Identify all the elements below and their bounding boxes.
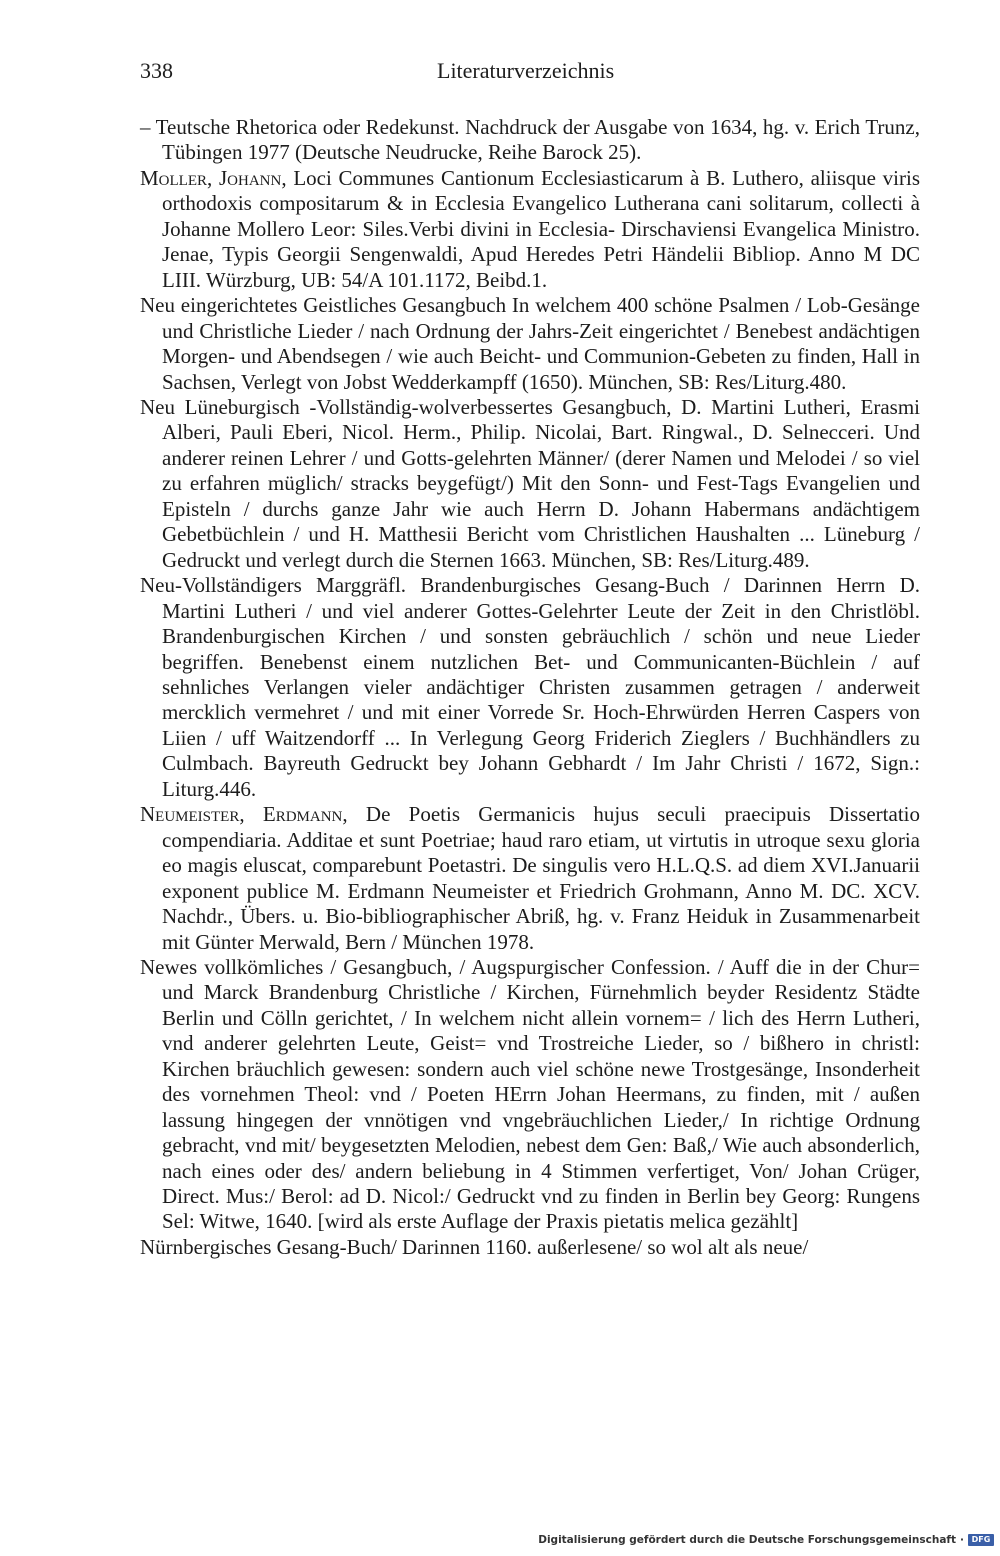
entry-text: Neu-Vollständigers Marggräfl. Brandenburgisches Gesang-Buch / Darinnen Herrn D. Martini Lutheri / und viel anderer Gottes-Gelehrter Leute der Zeit in den Christlöbl. Brandenburgischen Kirchen / und sonsten gebräuchlich / schön und neue Lieder begriffen. Benebenst einem nutzlichen Bet- und Communicanten-Büchlein / auf sehnliches Verlangen vieler andächtiger Christen zusammen getragen / anderweit mercklich vermehret / und mit einer Vorrede Sr. Hoch-Ehrwürden Herren Caspers von Liien / uff Waitzendorff ... In Verlegung Georg Friderich Zieglers / Buchhändlers zu Culmbach. Bayreuth Gedruckt bey Johann Gebhardt / Im Jahr Christi / 1672, Sign.: Liturg.446. [140, 573, 920, 801]
dfg-logo-icon: DFG [968, 1534, 994, 1546]
running-title: Literaturverzeichnis [437, 58, 615, 83]
bibliography-entry [140, 115, 920, 166]
entry-text: Newes vollkömliches / Gesangbuch, / Augspurgischer Confession. / Auff die in der Chur= und Marck Brandenburg Christliche / Kirchen, Fürnehmlich beyder Residentz Städte Berlin und Cölln gerichtet, / In welchem nicht allein vornem= / lich des Herrn Lutheri, vnd anderer gelehrten Leute, Geist= vnd Trostreiche Lieder, so / bißhero in christl: Kirchen bräuchlich gewesen: sondern auch viel schöne newe Trostgesänge, Insonderheit des vornehmen Theol: vnd / Poeten HErrn Johan Heermans, zu finden, mit / außen lassung hingegen der vnnötigen vnd vngebräuchlichen Lieder,/ In richtige Ordnung gebracht, vnd mit/ beygesetzten Melodien, nebest dem Gen: Baß,/ Wie auch absonderlich, nach eines oder des/ andern beliebung in 4 Stimmen verfertiget, Von/ Johan Crüger, Direct. Mus:/ Berol: ad D. Nicol:/ Gedruckt vnd zu finden in Berlin bey Georg: Rungens Sel: Witwe, 1640. [wird als erste Auflage der Praxis pietatis melica gezählt] [140, 954, 920, 1234]
bibliography-entry [140, 166, 920, 293]
entry-text: Neu Lüneburgisch -Vollständig-wolverbessertes Gesangbuch, D. Martini Lutheri, Erasmi Alberi, Pauli Eberi, Nicol. Herm., Philip. Nicolai, Bart. Ringwal., D. Selnecceri. Und anderer reinen Lehrer / und Gotts-gelehrten Männer/ (derer Namen und Melodei / so viel zu erfahren müglich/ stracks beygefügt/) Mit den Sonn- und Fest-Tags Evangelien und Episteln / durchs ganze Jahr wie auch Herrn D. Johann Habermans andächtigem Gebetbüchlein / und H. Matthesii Bericht vom Christlichen Haushalten ... Lüneburg / Gedruckt und verlegt durch die Sternen 1663. München, SB: Res/Liturg.489. [140, 394, 920, 572]
bibliography-entry [140, 293, 920, 395]
entry-text: , Loci Communes Cantionum Ecclesiasticarum à B. Luthero, aliisque viris orthodoxis compositarum & in Ecclesia Evangelico Lutherana cani solitarum, collecti à Johanne Mollero Leor: Siles.Verbi divini in Ecclesia- Dirschaviensi Evangelica Ministro. Jenae, Typis Georgii Sengenwaldi, Apud Heredes Petri Händelii Bibliop. Anno M DC LIII. Würzburg, UB: 54/A 101.1172, Beibd.1. [162, 165, 920, 292]
entry-text: Neu eingerichtetes Geistliches Gesangbuch In welchem 400 schöne Psalmen / Lob-Gesänge und Christliche Lieder / nach Ordnung der Jahrs-Zeit eingerichtet / Benebest andächtigen Morgen- und Abendsegen / wie auch Beicht- und Communion-Gebeten zu finden, Hall in Sachsen, Verlegt von Jobst Wedderkampff (1650). München, SB: Res/Liturg.480. [140, 293, 920, 394]
bibliography-entry [140, 802, 920, 955]
bibliography-entry [140, 573, 920, 802]
entry-author: Neumeister, Erdmann [140, 802, 343, 827]
credit-text: Digitalisierung gefördert durch die Deutsche Forschungsgemeinschaft [538, 1534, 956, 1546]
entry-text: Nürnbergisches Gesang-Buch/ Darinnen 1160. außerlesene/ so wol alt als neue/ [140, 1234, 809, 1259]
bibliography-entry [140, 955, 920, 1235]
digitization-credit [538, 1530, 994, 1550]
page-number: 338 [140, 58, 173, 83]
separator-dot: · [960, 1534, 964, 1546]
running-head [140, 58, 920, 88]
bibliography-entry [140, 395, 920, 573]
entry-text: , De Poetis Germanicis hujus seculi praecipuis Dissertatio compendiaria. Additae et sunt Poetriae; haud raro etiam, ut virtutis in utroque sexu gloria eo magis eluscat, comparebunt Poetastri. De singulis vero H.L.Q.S. ad diem XVI.Januarii exponent publice M. Erdmann Neumeister et Friedrich Grohmann, Anno M. DC. XCV. Nachdr., Übers. u. Bio-bibliographischer Abriß, hg. v. Franz Heiduk in Zusammenarbeit mit Günter Merwald, Bern / München 1978. [162, 802, 921, 954]
bibliography-entry [140, 1235, 920, 1260]
bibliography-list [140, 115, 920, 1260]
entry-author: Moller, Johann [140, 165, 282, 190]
entry-text: – Teutsche Rhetorica oder Redekunst. Nachdruck der Ausgabe von 1634, hg. v. Erich Trunz, Tübingen 1977 (Deutsche Neudrucke, Reihe Barock 25). [140, 115, 920, 165]
